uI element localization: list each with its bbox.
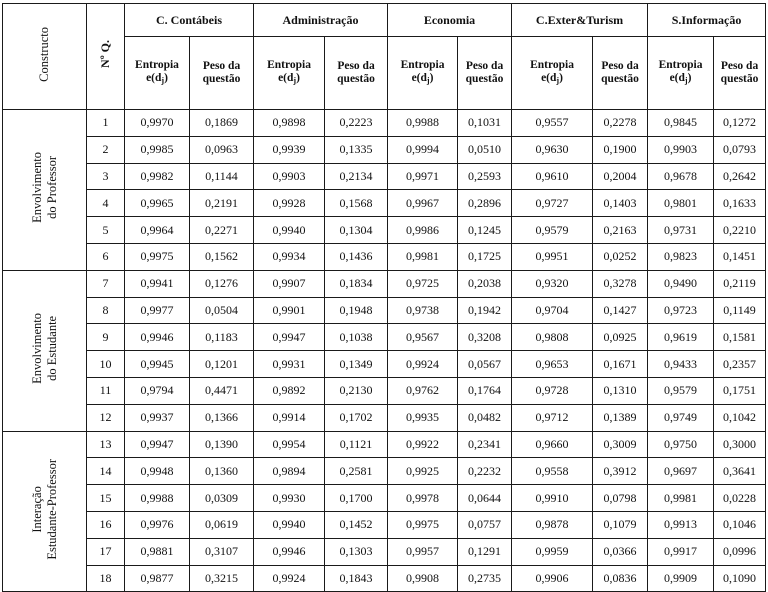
question-number-cell: 6 xyxy=(87,243,125,270)
construct-group-line2: Estudante-Professor xyxy=(44,459,59,560)
weight-value-cell: 0,1702 xyxy=(325,404,388,431)
weight-value-cell: 0,3912 xyxy=(593,458,648,485)
entropy-value-cell: 0,9881 xyxy=(125,538,190,565)
weight-value-cell: 0,1276 xyxy=(190,270,254,297)
entropy-formula: e(d xyxy=(411,72,427,84)
entropy-value-cell: 0,9723 xyxy=(648,297,714,324)
weight-value-cell: 0,2004 xyxy=(593,163,648,190)
weight-value-cell: 0,1764 xyxy=(458,377,512,404)
entropy-value-cell: 0,9725 xyxy=(388,270,458,297)
entropy-value-cell: 0,9808 xyxy=(512,324,593,351)
entropy-value-cell: 0,9988 xyxy=(388,110,458,137)
entropy-value-cell: 0,9924 xyxy=(388,351,458,378)
entropy-formula: e(d xyxy=(541,72,557,84)
weight-value-cell: 0,1834 xyxy=(325,270,388,297)
table-row xyxy=(3,243,766,270)
weight-value-cell: 0,0366 xyxy=(593,538,648,565)
weight-value-cell: 0,0228 xyxy=(714,485,766,512)
weight-subheader xyxy=(593,37,648,110)
table-row xyxy=(3,485,766,512)
entropy-value-cell: 0,9939 xyxy=(254,136,325,163)
weight-value-cell: 0,0567 xyxy=(458,351,512,378)
entropy-value-cell: 0,9967 xyxy=(388,190,458,217)
question-number-cell: 15 xyxy=(87,485,125,512)
entropy-value-cell: 0,9937 xyxy=(125,404,190,431)
course-header-contabeis: C. Contábeis xyxy=(125,4,254,37)
entropy-value-cell: 0,9913 xyxy=(648,511,714,538)
table-row xyxy=(3,431,766,458)
entropy-formula: e(d xyxy=(669,72,685,84)
entropy-value-cell: 0,9917 xyxy=(648,538,714,565)
weight-value-cell: 0,1568 xyxy=(325,190,388,217)
construct-group-line1: Envolvimento xyxy=(29,313,44,385)
entropy-value-cell: 0,9986 xyxy=(388,217,458,244)
weight-value-cell: 0,1581 xyxy=(714,324,766,351)
weight-value-cell: 0,1121 xyxy=(325,431,388,458)
entropy-formula-sub: j xyxy=(161,76,165,85)
entropy-value-cell: 0,9704 xyxy=(512,297,593,324)
weight-value-cell: 0,2232 xyxy=(458,458,512,485)
entropy-value-cell: 0,9892 xyxy=(254,377,325,404)
construct-group-line2: do Estudante xyxy=(44,316,59,382)
entropy-value-cell: 0,9731 xyxy=(648,217,714,244)
construct-group-line1: Envolvimento xyxy=(29,152,44,224)
weight-value-cell: 0,0482 xyxy=(458,404,512,431)
entropy-value-cell: 0,9712 xyxy=(512,404,593,431)
entropy-value-cell: 0,9981 xyxy=(388,243,458,270)
entropy-value-cell: 0,9940 xyxy=(254,511,325,538)
weight-value-cell: 0,0963 xyxy=(190,136,254,163)
weight-value-cell: 0,1436 xyxy=(325,243,388,270)
weight-subheader xyxy=(325,37,388,110)
entropy-value-cell: 0,9794 xyxy=(125,377,190,404)
entropy-value-cell: 0,9954 xyxy=(254,431,325,458)
weight-label-line2: questão xyxy=(337,73,375,85)
weight-value-cell: 0,0798 xyxy=(593,485,648,512)
weight-value-cell: 0,1390 xyxy=(190,431,254,458)
weight-value-cell: 0,3107 xyxy=(190,538,254,565)
weight-value-cell: 0,0757 xyxy=(458,511,512,538)
entropy-value-cell: 0,9750 xyxy=(648,431,714,458)
weight-value-cell: 0,1633 xyxy=(714,190,766,217)
entropy-value-cell: 0,9908 xyxy=(388,565,458,592)
table-row xyxy=(3,217,766,244)
weight-value-cell: 0,0309 xyxy=(190,485,254,512)
weight-value-cell: 0,1335 xyxy=(325,136,388,163)
entropy-value-cell: 0,9610 xyxy=(512,163,593,190)
weight-value-cell: 0,0504 xyxy=(190,297,254,324)
entropy-weights-table xyxy=(2,3,766,592)
weight-value-cell: 0,1725 xyxy=(458,243,512,270)
table-row xyxy=(3,324,766,351)
entropy-value-cell: 0,9982 xyxy=(125,163,190,190)
table-row xyxy=(3,163,766,190)
table-row xyxy=(3,297,766,324)
entropy-formula-end: ) xyxy=(429,72,434,84)
question-number-cell: 7 xyxy=(87,270,125,297)
entropy-value-cell: 0,9946 xyxy=(254,538,325,565)
entropy-value-cell: 0,9910 xyxy=(512,485,593,512)
table-body xyxy=(3,110,766,592)
weight-value-cell: 0,0925 xyxy=(593,324,648,351)
question-number-cell: 9 xyxy=(87,324,125,351)
weight-value-cell: 0,0996 xyxy=(714,538,766,565)
entropy-value-cell: 0,9924 xyxy=(254,565,325,592)
entropy-value-cell: 0,9490 xyxy=(648,270,714,297)
weight-value-cell: 0,2593 xyxy=(458,163,512,190)
construct-header xyxy=(3,4,87,110)
table-row xyxy=(3,511,766,538)
entropy-value-cell: 0,9738 xyxy=(388,297,458,324)
entropy-value-cell: 0,9907 xyxy=(254,270,325,297)
header-row-courses xyxy=(3,4,766,37)
entropy-value-cell: 0,9930 xyxy=(254,485,325,512)
entropy-value-cell: 0,9579 xyxy=(648,377,714,404)
question-number-cell: 11 xyxy=(87,377,125,404)
question-number-cell: 3 xyxy=(87,163,125,190)
weight-label-line1: Peso da xyxy=(720,60,759,72)
weight-value-cell: 0,1360 xyxy=(190,458,254,485)
entropy-value-cell: 0,9653 xyxy=(512,351,593,378)
course-header-administracao: Administração xyxy=(254,4,388,37)
construct-group-cell xyxy=(3,431,87,592)
weight-value-cell: 0,3278 xyxy=(593,270,648,297)
entropy-value-cell: 0,9877 xyxy=(125,565,190,592)
weight-value-cell: 0,1900 xyxy=(593,136,648,163)
entropy-value-cell: 0,9557 xyxy=(512,110,593,137)
entropy-formula: e(d xyxy=(146,72,162,84)
entropy-value-cell: 0,9567 xyxy=(388,324,458,351)
entropy-formula-end: ) xyxy=(687,72,692,84)
entropy-label: Entropia xyxy=(267,59,311,71)
weight-value-cell: 0,2581 xyxy=(325,458,388,485)
entropy-value-cell: 0,9985 xyxy=(125,136,190,163)
entropy-value-cell: 0,9320 xyxy=(512,270,593,297)
weight-value-cell: 0,2163 xyxy=(593,217,648,244)
weight-value-cell: 0,1144 xyxy=(190,163,254,190)
entropy-subheader xyxy=(512,37,593,110)
construct-group-cell xyxy=(3,110,87,271)
entropy-value-cell: 0,9728 xyxy=(512,377,593,404)
weight-subheader xyxy=(190,37,254,110)
entropy-formula-end: ) xyxy=(164,72,168,84)
weight-label-line1: Peso da xyxy=(202,60,241,72)
entropy-value-cell: 0,9898 xyxy=(254,110,325,137)
weight-value-cell: 0,1389 xyxy=(593,404,648,431)
course-header-sistemas-informacao: S.Informação xyxy=(648,4,766,37)
entropy-subheader xyxy=(254,37,325,110)
weight-value-cell: 0,2130 xyxy=(325,377,388,404)
weight-value-cell: 0,2271 xyxy=(190,217,254,244)
entropy-formula-end: ) xyxy=(296,72,300,84)
weight-value-cell: 0,0836 xyxy=(593,565,648,592)
weight-value-cell: 0,1042 xyxy=(714,404,766,431)
entropy-value-cell: 0,9945 xyxy=(125,351,190,378)
entropy-label: Entropia xyxy=(530,59,574,71)
weight-value-cell: 0,1671 xyxy=(593,351,648,378)
entropy-formula: e(d xyxy=(278,72,294,84)
entropy-value-cell: 0,9727 xyxy=(512,190,593,217)
weight-value-cell: 0,1079 xyxy=(593,511,648,538)
weight-value-cell: 0,1948 xyxy=(325,297,388,324)
entropy-value-cell: 0,9946 xyxy=(125,324,190,351)
weight-value-cell: 0,1090 xyxy=(714,565,766,592)
weight-value-cell: 0,2357 xyxy=(714,351,766,378)
weight-value-cell: 0,1038 xyxy=(325,324,388,351)
entropy-value-cell: 0,9934 xyxy=(254,243,325,270)
weight-value-cell: 0,1700 xyxy=(325,485,388,512)
entropy-value-cell: 0,9988 xyxy=(125,485,190,512)
weight-value-cell: 0,2223 xyxy=(325,110,388,137)
entropy-value-cell: 0,9959 xyxy=(512,538,593,565)
entropy-value-cell: 0,9922 xyxy=(388,431,458,458)
question-number-header xyxy=(87,4,125,110)
weight-label-line2: questão xyxy=(720,73,759,85)
weight-value-cell: 0,1942 xyxy=(458,297,512,324)
table-row xyxy=(3,190,766,217)
weight-value-cell: 0,0644 xyxy=(458,485,512,512)
construct-group-line2: do Professor xyxy=(44,156,59,220)
entropy-label: Entropia xyxy=(400,59,445,71)
weight-value-cell: 0,3208 xyxy=(458,324,512,351)
entropy-value-cell: 0,9975 xyxy=(388,511,458,538)
weight-value-cell: 0,0510 xyxy=(458,136,512,163)
entropy-value-cell: 0,9965 xyxy=(125,190,190,217)
entropy-formula-end: ) xyxy=(559,72,563,84)
construct-group-line1: Interação xyxy=(29,486,44,533)
weight-value-cell: 0,1366 xyxy=(190,404,254,431)
entropy-value-cell: 0,9823 xyxy=(648,243,714,270)
entropy-value-cell: 0,9660 xyxy=(512,431,593,458)
entropy-value-cell: 0,9948 xyxy=(125,458,190,485)
weight-value-cell: 0,3641 xyxy=(714,458,766,485)
entropy-label: Entropia xyxy=(658,59,703,71)
weight-label-line2: questão xyxy=(465,73,504,85)
weight-value-cell: 0,0252 xyxy=(593,243,648,270)
question-number-cell: 13 xyxy=(87,431,125,458)
entropy-value-cell: 0,9940 xyxy=(254,217,325,244)
weight-value-cell: 0,3215 xyxy=(190,565,254,592)
entropy-value-cell: 0,9971 xyxy=(388,163,458,190)
entropy-value-cell: 0,9909 xyxy=(648,565,714,592)
weight-value-cell: 0,1149 xyxy=(714,297,766,324)
entropy-value-cell: 0,9994 xyxy=(388,136,458,163)
weight-value-cell: 0,0793 xyxy=(714,136,766,163)
weight-value-cell: 0,1031 xyxy=(458,110,512,137)
construct-group-cell xyxy=(3,270,87,431)
entropy-value-cell: 0,9630 xyxy=(512,136,593,163)
entropy-value-cell: 0,9697 xyxy=(648,458,714,485)
weight-value-cell: 0,2134 xyxy=(325,163,388,190)
question-number-cell: 14 xyxy=(87,458,125,485)
weight-value-cell: 0,1201 xyxy=(190,351,254,378)
weight-label-line1: Peso da xyxy=(337,60,375,72)
weight-value-cell: 0,1843 xyxy=(325,565,388,592)
table-row xyxy=(3,404,766,431)
entropy-value-cell: 0,9903 xyxy=(254,163,325,190)
entropy-value-cell: 0,9894 xyxy=(254,458,325,485)
question-number-cell: 5 xyxy=(87,217,125,244)
weight-label-line2: questão xyxy=(601,73,639,85)
question-number-cell: 17 xyxy=(87,538,125,565)
question-number-cell: 16 xyxy=(87,511,125,538)
entropy-subheader xyxy=(125,37,190,110)
weight-value-cell: 0,1403 xyxy=(593,190,648,217)
weight-value-cell: 0,1869 xyxy=(190,110,254,137)
entropy-value-cell: 0,9678 xyxy=(648,163,714,190)
weight-value-cell: 0,1183 xyxy=(190,324,254,351)
weight-value-cell: 0,1245 xyxy=(458,217,512,244)
question-number-cell: 12 xyxy=(87,404,125,431)
question-number-cell: 10 xyxy=(87,351,125,378)
table-row xyxy=(3,351,766,378)
question-number-cell: 1 xyxy=(87,110,125,137)
weight-value-cell: 0,1349 xyxy=(325,351,388,378)
weight-value-cell: 0,1751 xyxy=(714,377,766,404)
weight-label-line1: Peso da xyxy=(601,60,639,72)
weight-value-cell: 0,1046 xyxy=(714,511,766,538)
entropy-value-cell: 0,9947 xyxy=(254,324,325,351)
entropy-value-cell: 0,9947 xyxy=(125,431,190,458)
entropy-subheader xyxy=(388,37,458,110)
question-number-cell: 18 xyxy=(87,565,125,592)
entropy-value-cell: 0,9941 xyxy=(125,270,190,297)
weight-value-cell: 0,3009 xyxy=(593,431,648,458)
entropy-value-cell: 0,9928 xyxy=(254,190,325,217)
entropy-value-cell: 0,9978 xyxy=(388,485,458,512)
entropy-formula-sub: j xyxy=(426,76,430,85)
entropy-formula-sub: j xyxy=(556,76,560,85)
table-row xyxy=(3,270,766,297)
entropy-value-cell: 0,9579 xyxy=(512,217,593,244)
entropy-value-cell: 0,9957 xyxy=(388,538,458,565)
question-number-label: Nº Q. xyxy=(98,40,112,68)
weight-value-cell: 0,2735 xyxy=(458,565,512,592)
entropy-value-cell: 0,9906 xyxy=(512,565,593,592)
entropy-value-cell: 0,9801 xyxy=(648,190,714,217)
weight-value-cell: 0,3000 xyxy=(714,431,766,458)
weight-subheader xyxy=(458,37,512,110)
entropy-formula-sub: j xyxy=(684,76,688,85)
weight-value-cell: 0,1291 xyxy=(458,538,512,565)
entropy-value-cell: 0,9977 xyxy=(125,297,190,324)
weight-value-cell: 0,2642 xyxy=(714,163,766,190)
table-row xyxy=(3,377,766,404)
weight-value-cell: 0,2038 xyxy=(458,270,512,297)
weight-value-cell: 0,0619 xyxy=(190,511,254,538)
weight-value-cell: 0,1427 xyxy=(593,297,648,324)
weight-value-cell: 0,2896 xyxy=(458,190,512,217)
weight-value-cell: 0,2119 xyxy=(714,270,766,297)
question-number-cell: 2 xyxy=(87,136,125,163)
weight-subheader xyxy=(714,37,766,110)
weight-value-cell: 0,1562 xyxy=(190,243,254,270)
weight-value-cell: 0,2210 xyxy=(714,217,766,244)
question-number-cell: 8 xyxy=(87,297,125,324)
entropy-value-cell: 0,9951 xyxy=(512,243,593,270)
entropy-value-cell: 0,9749 xyxy=(648,404,714,431)
entropy-value-cell: 0,9970 xyxy=(125,110,190,137)
weight-value-cell: 0,2341 xyxy=(458,431,512,458)
entropy-value-cell: 0,9925 xyxy=(388,458,458,485)
weight-value-cell: 0,1303 xyxy=(325,538,388,565)
entropy-subheader xyxy=(648,37,714,110)
table-row xyxy=(3,538,766,565)
entropy-value-cell: 0,9558 xyxy=(512,458,593,485)
weight-value-cell: 0,1272 xyxy=(714,110,766,137)
course-header-comercio-exterior-turismo: C.Exter&Turism xyxy=(512,4,648,37)
entropy-value-cell: 0,9935 xyxy=(388,404,458,431)
weight-value-cell: 0,1452 xyxy=(325,511,388,538)
weight-label-line2: questão xyxy=(202,73,241,85)
weight-value-cell: 0,2191 xyxy=(190,190,254,217)
weight-label-line1: Peso da xyxy=(465,60,504,72)
table-row xyxy=(3,458,766,485)
entropy-value-cell: 0,9901 xyxy=(254,297,325,324)
entropy-value-cell: 0,9762 xyxy=(388,377,458,404)
entropy-value-cell: 0,9964 xyxy=(125,217,190,244)
table-row xyxy=(3,565,766,592)
entropy-value-cell: 0,9914 xyxy=(254,404,325,431)
entropy-value-cell: 0,9903 xyxy=(648,136,714,163)
entropy-value-cell: 0,9845 xyxy=(648,110,714,137)
entropy-value-cell: 0,9619 xyxy=(648,324,714,351)
entropy-value-cell: 0,9975 xyxy=(125,243,190,270)
entropy-formula-sub: j xyxy=(293,76,297,85)
entropy-label: Entropia xyxy=(135,59,179,71)
entropy-value-cell: 0,9981 xyxy=(648,485,714,512)
construct-header-label: Constructo xyxy=(37,26,51,82)
entropy-value-cell: 0,9931 xyxy=(254,351,325,378)
weight-value-cell: 0,1304 xyxy=(325,217,388,244)
question-number-cell: 4 xyxy=(87,190,125,217)
course-header-economia: Economia xyxy=(388,4,512,37)
weight-value-cell: 0,2278 xyxy=(593,110,648,137)
table-row xyxy=(3,110,766,137)
weight-value-cell: 0,4471 xyxy=(190,377,254,404)
entropy-value-cell: 0,9433 xyxy=(648,351,714,378)
weight-value-cell: 0,1451 xyxy=(714,243,766,270)
table-row xyxy=(3,136,766,163)
entropy-value-cell: 0,9878 xyxy=(512,511,593,538)
entropy-value-cell: 0,9976 xyxy=(125,511,190,538)
weight-value-cell: 0,1310 xyxy=(593,377,648,404)
